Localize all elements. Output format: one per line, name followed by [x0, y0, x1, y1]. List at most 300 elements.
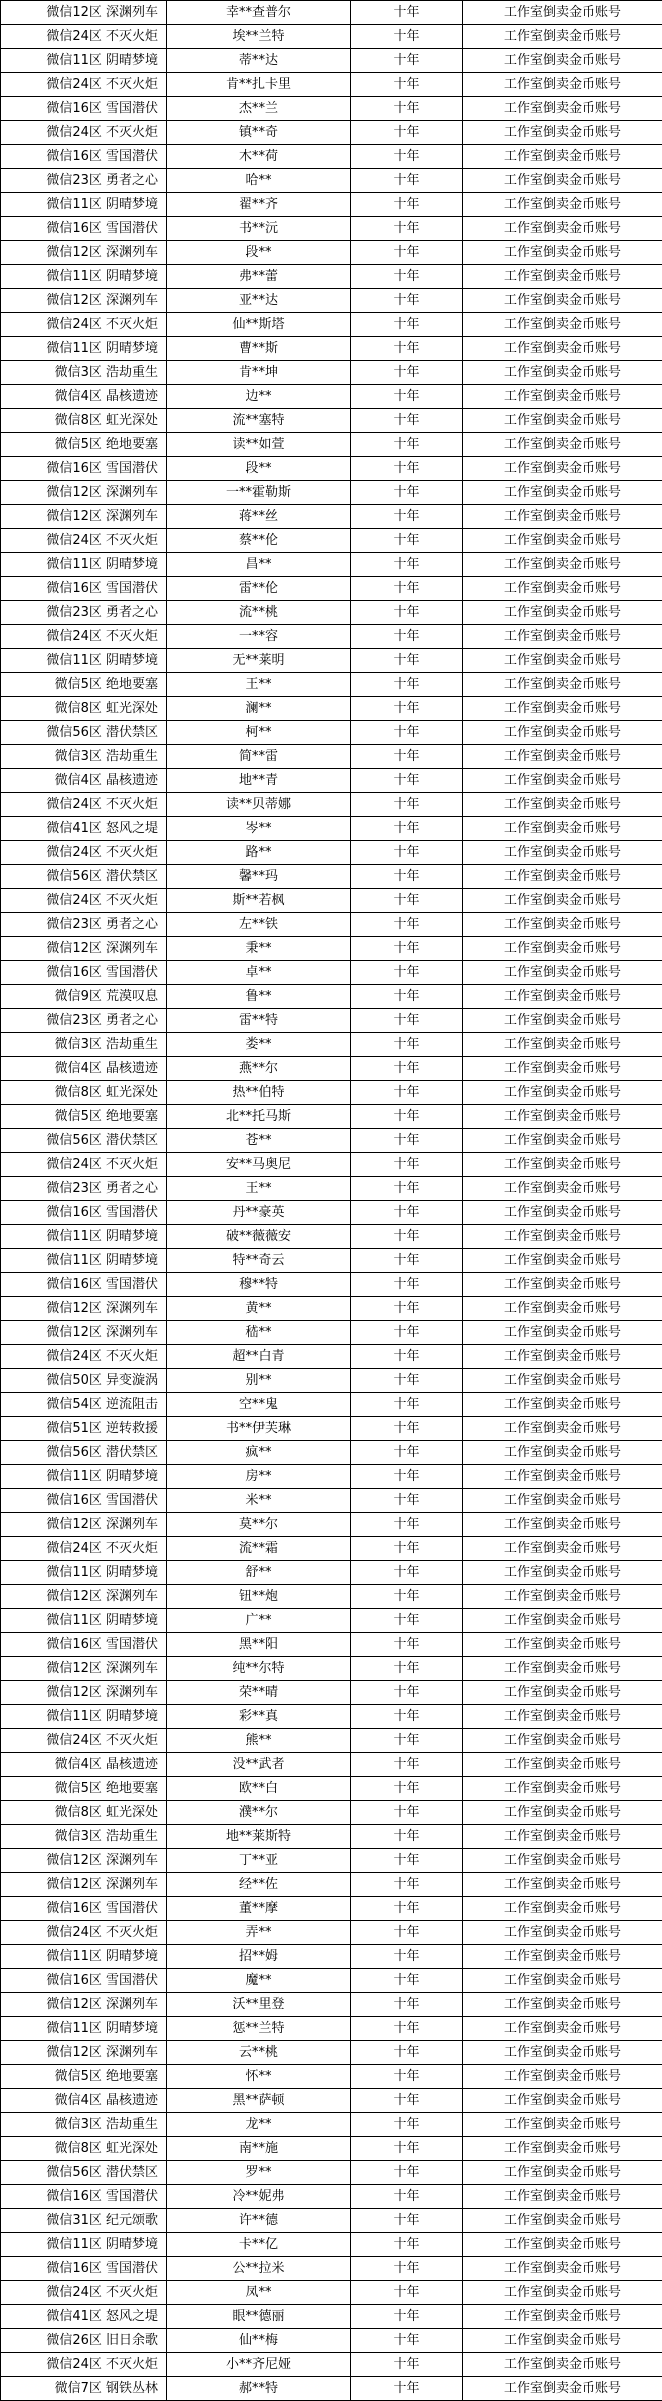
table-row [1, 2161, 662, 2185]
ban-duration-cell: 十年 [351, 1273, 463, 1297]
ban-duration-cell: 十年 [351, 793, 463, 817]
ban-duration-cell: 十年 [351, 937, 463, 961]
server-region-cell: 微信24区 不灭火炬 [1, 529, 167, 553]
table-row [1, 1513, 662, 1537]
ban-duration-cell: 十年 [351, 1081, 463, 1105]
player-name-cell: 广** [167, 1609, 351, 1633]
player-name-cell: 流**塞特 [167, 409, 351, 433]
table-row [1, 2305, 662, 2329]
player-name-cell: 曹**斯 [167, 337, 351, 361]
player-name-cell: 柯** [167, 721, 351, 745]
server-region-cell: 微信5区 绝地要塞 [1, 1777, 167, 1801]
ban-reason-cell: 工作室倒卖金币账号 [463, 2329, 662, 2353]
player-name-cell: 馨**玛 [167, 865, 351, 889]
ban-reason-cell: 工作室倒卖金币账号 [463, 769, 662, 793]
player-name-cell: 路** [167, 841, 351, 865]
ban-reason-cell: 工作室倒卖金币账号 [463, 1945, 662, 1969]
ban-reason-cell: 工作室倒卖金币账号 [463, 1897, 662, 1921]
server-region-cell: 微信16区 雪国潜伏 [1, 1897, 167, 1921]
ban-duration-cell: 十年 [351, 745, 463, 769]
table-row [1, 97, 662, 121]
table-row [1, 1921, 662, 1945]
ban-duration-cell: 十年 [351, 1921, 463, 1945]
ban-duration-cell: 十年 [351, 25, 463, 49]
table-row [1, 1705, 662, 1729]
ban-duration-cell: 十年 [351, 1705, 463, 1729]
ban-reason-cell: 工作室倒卖金币账号 [463, 2377, 662, 2401]
table-row [1, 1129, 662, 1153]
ban-duration-cell: 十年 [351, 1369, 463, 1393]
ban-duration-cell: 十年 [351, 409, 463, 433]
server-region-cell: 微信3区 浩劫重生 [1, 745, 167, 769]
player-name-cell: 一**容 [167, 625, 351, 649]
server-region-cell: 微信5区 绝地要塞 [1, 433, 167, 457]
ban-reason-cell: 工作室倒卖金币账号 [463, 1105, 662, 1129]
ban-duration-cell: 十年 [351, 145, 463, 169]
server-region-cell: 微信11区 阴晴梦境 [1, 1249, 167, 1273]
server-region-cell: 微信24区 不灭火炬 [1, 889, 167, 913]
player-name-cell: 一**霍勒斯 [167, 481, 351, 505]
ban-duration-cell: 十年 [351, 97, 463, 121]
ban-reason-cell: 工作室倒卖金币账号 [463, 1009, 662, 1033]
ban-duration-cell: 十年 [351, 1201, 463, 1225]
ban-duration-cell: 十年 [351, 361, 463, 385]
ban-duration-cell: 十年 [351, 841, 463, 865]
table-row [1, 649, 662, 673]
ban-duration-cell: 十年 [351, 49, 463, 73]
table-row [1, 2017, 662, 2041]
player-name-cell: 段** [167, 457, 351, 481]
ban-duration-cell: 十年 [351, 1825, 463, 1849]
ban-reason-cell: 工作室倒卖金币账号 [463, 1249, 662, 1273]
ban-reason-cell: 工作室倒卖金币账号 [463, 505, 662, 529]
player-name-cell: 穆**特 [167, 1273, 351, 1297]
ban-reason-cell: 工作室倒卖金币账号 [463, 2089, 662, 2113]
player-name-cell: 哈** [167, 169, 351, 193]
ban-duration-cell: 十年 [351, 1585, 463, 1609]
player-name-cell: 书**伊芙琳 [167, 1417, 351, 1441]
server-region-cell: 微信24区 不灭火炬 [1, 1537, 167, 1561]
server-region-cell: 微信23区 勇者之心 [1, 1177, 167, 1201]
table-row [1, 2377, 662, 2401]
table-row [1, 1993, 662, 2017]
player-name-cell: 雷**伦 [167, 577, 351, 601]
ban-reason-cell: 工作室倒卖金币账号 [463, 1921, 662, 1945]
ban-reason-cell: 工作室倒卖金币账号 [463, 73, 662, 97]
player-name-cell: 书**沅 [167, 217, 351, 241]
player-name-cell: 魔** [167, 1969, 351, 1993]
ban-reason-cell: 工作室倒卖金币账号 [463, 697, 662, 721]
ban-reason-cell: 工作室倒卖金币账号 [463, 841, 662, 865]
player-name-cell: 边** [167, 385, 351, 409]
player-name-cell: 流**桃 [167, 601, 351, 625]
player-name-cell: 段** [167, 241, 351, 265]
ban-reason-cell: 工作室倒卖金币账号 [463, 145, 662, 169]
table-row [1, 1897, 662, 1921]
ban-reason-cell: 工作室倒卖金币账号 [463, 97, 662, 121]
server-region-cell: 微信11区 阴晴梦境 [1, 49, 167, 73]
table-row [1, 217, 662, 241]
ban-duration-cell: 十年 [351, 2353, 463, 2377]
player-name-cell: 肯**扎卡里 [167, 73, 351, 97]
player-name-cell: 仙**梅 [167, 2329, 351, 2353]
server-region-cell: 微信3区 浩劫重生 [1, 1033, 167, 1057]
server-region-cell: 微信11区 阴晴梦境 [1, 2017, 167, 2041]
server-region-cell: 微信12区 深渊列车 [1, 1297, 167, 1321]
player-name-cell: 鲁** [167, 985, 351, 1009]
ban-reason-cell: 工作室倒卖金币账号 [463, 1225, 662, 1249]
player-name-cell: 别** [167, 1369, 351, 1393]
server-region-cell: 微信11区 阴晴梦境 [1, 1225, 167, 1249]
server-region-cell: 微信3区 浩劫重生 [1, 361, 167, 385]
table-row [1, 601, 662, 625]
server-region-cell: 微信8区 虹光深处 [1, 1801, 167, 1825]
ban-reason-cell: 工作室倒卖金币账号 [463, 2233, 662, 2257]
server-region-cell: 微信24区 不灭火炬 [1, 2281, 167, 2305]
ban-reason-cell: 工作室倒卖金币账号 [463, 553, 662, 577]
player-name-cell: 经**佐 [167, 1873, 351, 1897]
table-row [1, 625, 662, 649]
server-region-cell: 微信11区 阴晴梦境 [1, 1609, 167, 1633]
ban-duration-cell: 十年 [351, 553, 463, 577]
table-row [1, 1729, 662, 1753]
ban-duration-cell: 十年 [351, 721, 463, 745]
table-row [1, 433, 662, 457]
table-row [1, 961, 662, 985]
ban-duration-cell: 十年 [351, 865, 463, 889]
table-row [1, 1081, 662, 1105]
player-name-cell: 无**莱明 [167, 649, 351, 673]
table-row [1, 1321, 662, 1345]
ban-duration-cell: 十年 [351, 241, 463, 265]
table-row [1, 2113, 662, 2137]
table-row [1, 1873, 662, 1897]
player-name-cell: 嵇** [167, 1321, 351, 1345]
ban-reason-cell: 工作室倒卖金币账号 [463, 1849, 662, 1873]
server-region-cell: 微信8区 虹光深处 [1, 1081, 167, 1105]
ban-reason-cell: 工作室倒卖金币账号 [463, 2137, 662, 2161]
server-region-cell: 微信24区 不灭火炬 [1, 121, 167, 145]
table-row [1, 289, 662, 313]
ban-reason-cell: 工作室倒卖金币账号 [463, 1753, 662, 1777]
table-row [1, 697, 662, 721]
player-name-cell: 翟**齐 [167, 193, 351, 217]
server-region-cell: 微信56区 潜伏禁区 [1, 1129, 167, 1153]
table-row [1, 1537, 662, 1561]
table-row [1, 937, 662, 961]
player-name-cell: 王** [167, 1177, 351, 1201]
ban-reason-cell: 工作室倒卖金币账号 [463, 889, 662, 913]
ban-list-body [1, 1, 662, 2401]
server-region-cell: 微信8区 虹光深处 [1, 2137, 167, 2161]
server-region-cell: 微信24区 不灭火炬 [1, 2353, 167, 2377]
table-row [1, 529, 662, 553]
player-name-cell: 镇**奇 [167, 121, 351, 145]
ban-reason-cell: 工作室倒卖金币账号 [463, 1873, 662, 1897]
player-name-cell: 仙**斯塔 [167, 313, 351, 337]
table-row [1, 553, 662, 577]
ban-duration-cell: 十年 [351, 1945, 463, 1969]
ban-reason-cell: 工作室倒卖金币账号 [463, 1345, 662, 1369]
player-name-cell: 纯**尔特 [167, 1657, 351, 1681]
ban-reason-cell: 工作室倒卖金币账号 [463, 913, 662, 937]
ban-reason-cell: 工作室倒卖金币账号 [463, 1057, 662, 1081]
table-row [1, 25, 662, 49]
ban-duration-cell: 十年 [351, 1441, 463, 1465]
ban-duration-cell: 十年 [351, 289, 463, 313]
table-row [1, 1417, 662, 1441]
player-name-cell: 北**托马斯 [167, 1105, 351, 1129]
ban-reason-cell: 工作室倒卖金币账号 [463, 49, 662, 73]
table-row [1, 1561, 662, 1585]
ban-duration-cell: 十年 [351, 673, 463, 697]
ban-reason-cell: 工作室倒卖金币账号 [463, 985, 662, 1009]
player-name-cell: 惩**兰特 [167, 2017, 351, 2041]
player-name-cell: 肯**坤 [167, 361, 351, 385]
server-region-cell: 微信16区 雪国潜伏 [1, 1489, 167, 1513]
ban-duration-cell: 十年 [351, 1609, 463, 1633]
player-name-cell: 莫**尔 [167, 1513, 351, 1537]
ban-reason-cell: 工作室倒卖金币账号 [463, 265, 662, 289]
player-name-cell: 凤** [167, 2281, 351, 2305]
ban-reason-cell: 工作室倒卖金币账号 [463, 1561, 662, 1585]
ban-duration-cell: 十年 [351, 1153, 463, 1177]
player-name-cell: 卓** [167, 961, 351, 985]
ban-duration-cell: 十年 [351, 601, 463, 625]
table-row [1, 577, 662, 601]
table-row [1, 1441, 662, 1465]
ban-reason-cell: 工作室倒卖金币账号 [463, 1393, 662, 1417]
player-name-cell: 房** [167, 1465, 351, 1489]
table-row [1, 985, 662, 1009]
table-row [1, 2089, 662, 2113]
server-region-cell: 微信41区 怒风之堤 [1, 817, 167, 841]
server-region-cell: 微信16区 雪国潜伏 [1, 2257, 167, 2281]
ban-duration-cell: 十年 [351, 1057, 463, 1081]
ban-reason-cell: 工作室倒卖金币账号 [463, 625, 662, 649]
server-region-cell: 微信12区 深渊列车 [1, 505, 167, 529]
ban-duration-cell: 十年 [351, 1, 463, 25]
ban-duration-cell: 十年 [351, 1561, 463, 1585]
table-row [1, 409, 662, 433]
server-region-cell: 微信24区 不灭火炬 [1, 625, 167, 649]
table-row [1, 2281, 662, 2305]
table-row [1, 193, 662, 217]
ban-duration-cell: 十年 [351, 457, 463, 481]
table-row [1, 337, 662, 361]
ban-duration-cell: 十年 [351, 1537, 463, 1561]
ban-reason-cell: 工作室倒卖金币账号 [463, 361, 662, 385]
ban-duration-cell: 十年 [351, 1033, 463, 1057]
table-row [1, 385, 662, 409]
table-row [1, 793, 662, 817]
table-row [1, 1609, 662, 1633]
ban-reason-cell: 工作室倒卖金币账号 [463, 1033, 662, 1057]
ban-reason-cell: 工作室倒卖金币账号 [463, 2113, 662, 2137]
ban-reason-cell: 工作室倒卖金币账号 [463, 529, 662, 553]
player-name-cell: 木**荷 [167, 145, 351, 169]
table-row [1, 1345, 662, 1369]
table-row [1, 721, 662, 745]
server-region-cell: 微信12区 深渊列车 [1, 241, 167, 265]
table-row [1, 2137, 662, 2161]
table-row [1, 1681, 662, 1705]
server-region-cell: 微信12区 深渊列车 [1, 481, 167, 505]
ban-duration-cell: 十年 [351, 121, 463, 145]
ban-reason-cell: 工作室倒卖金币账号 [463, 649, 662, 673]
ban-reason-cell: 工作室倒卖金币账号 [463, 2185, 662, 2209]
ban-duration-cell: 十年 [351, 1873, 463, 1897]
ban-reason-cell: 工作室倒卖金币账号 [463, 721, 662, 745]
player-name-cell: 荣**晴 [167, 1681, 351, 1705]
server-region-cell: 微信50区 异变漩涡 [1, 1369, 167, 1393]
ban-duration-cell: 十年 [351, 1225, 463, 1249]
table-row [1, 2257, 662, 2281]
ban-duration-cell: 十年 [351, 481, 463, 505]
server-region-cell: 微信24区 不灭火炬 [1, 1729, 167, 1753]
table-row [1, 121, 662, 145]
table-row [1, 1297, 662, 1321]
player-name-cell: 冷**妮弗 [167, 2185, 351, 2209]
table-row [1, 673, 662, 697]
ban-duration-cell: 十年 [351, 1969, 463, 1993]
player-name-cell: 龙** [167, 2113, 351, 2137]
server-region-cell: 微信41区 怒风之堤 [1, 2305, 167, 2329]
server-region-cell: 微信24区 不灭火炬 [1, 793, 167, 817]
server-region-cell: 微信26区 旧日余歌 [1, 2329, 167, 2353]
ban-reason-cell: 工作室倒卖金币账号 [463, 457, 662, 481]
table-row [1, 1777, 662, 1801]
table-row [1, 1009, 662, 1033]
player-name-cell: 眼**德丽 [167, 2305, 351, 2329]
server-region-cell: 微信16区 雪国潜伏 [1, 1201, 167, 1225]
table-row [1, 769, 662, 793]
server-region-cell: 微信24区 不灭火炬 [1, 1345, 167, 1369]
server-region-cell: 微信7区 钢铁丛林 [1, 2377, 167, 2401]
table-row [1, 1969, 662, 1993]
server-region-cell: 微信8区 虹光深处 [1, 409, 167, 433]
ban-reason-cell: 工作室倒卖金币账号 [463, 313, 662, 337]
server-region-cell: 微信24区 不灭火炬 [1, 1921, 167, 1945]
ban-reason-cell: 工作室倒卖金币账号 [463, 1969, 662, 1993]
table-row [1, 265, 662, 289]
table-row [1, 457, 662, 481]
player-name-cell: 弗**蕾 [167, 265, 351, 289]
player-name-cell: 蔡**伦 [167, 529, 351, 553]
ban-reason-cell: 工作室倒卖金币账号 [463, 1777, 662, 1801]
player-name-cell: 沃**里登 [167, 1993, 351, 2017]
ban-duration-cell: 十年 [351, 817, 463, 841]
ban-reason-cell: 工作室倒卖金币账号 [463, 793, 662, 817]
server-region-cell: 微信16区 雪国潜伏 [1, 97, 167, 121]
server-region-cell: 微信16区 雪国潜伏 [1, 457, 167, 481]
table-row [1, 1249, 662, 1273]
ban-duration-cell: 十年 [351, 2305, 463, 2329]
ban-reason-cell: 工作室倒卖金币账号 [463, 337, 662, 361]
player-name-cell: 杰**兰 [167, 97, 351, 121]
ban-reason-cell: 工作室倒卖金币账号 [463, 1801, 662, 1825]
player-name-cell: 雷**特 [167, 1009, 351, 1033]
player-name-cell: 怀** [167, 2065, 351, 2089]
ban-reason-cell: 工作室倒卖金币账号 [463, 2281, 662, 2305]
player-name-cell: 卡**亿 [167, 2233, 351, 2257]
server-region-cell: 微信12区 深渊列车 [1, 1657, 167, 1681]
ban-duration-cell: 十年 [351, 265, 463, 289]
ban-duration-cell: 十年 [351, 2017, 463, 2041]
server-region-cell: 微信12区 深渊列车 [1, 1681, 167, 1705]
ban-reason-cell: 工作室倒卖金币账号 [463, 289, 662, 313]
player-name-cell: 破**薇薇安 [167, 1225, 351, 1249]
ban-reason-cell: 工作室倒卖金币账号 [463, 817, 662, 841]
player-name-cell: 丁**亚 [167, 1849, 351, 1873]
server-region-cell: 微信23区 勇者之心 [1, 913, 167, 937]
ban-duration-cell: 十年 [351, 769, 463, 793]
table-row [1, 2233, 662, 2257]
ban-reason-cell: 工作室倒卖金币账号 [463, 745, 662, 769]
server-region-cell: 微信16区 雪国潜伏 [1, 1969, 167, 1993]
player-name-cell: 苍** [167, 1129, 351, 1153]
ban-duration-cell: 十年 [351, 1105, 463, 1129]
ban-reason-cell: 工作室倒卖金币账号 [463, 169, 662, 193]
table-row [1, 1801, 662, 1825]
server-region-cell: 微信12区 深渊列车 [1, 1585, 167, 1609]
server-region-cell: 微信5区 绝地要塞 [1, 1105, 167, 1129]
server-region-cell: 微信23区 勇者之心 [1, 169, 167, 193]
ban-duration-cell: 十年 [351, 1297, 463, 1321]
player-name-cell: 弄** [167, 1921, 351, 1945]
ban-reason-cell: 工作室倒卖金币账号 [463, 1609, 662, 1633]
player-name-cell: 丹**豪英 [167, 1201, 351, 1225]
ban-duration-cell: 十年 [351, 1753, 463, 1777]
table-row [1, 1657, 662, 1681]
server-region-cell: 微信11区 阴晴梦境 [1, 649, 167, 673]
player-name-cell: 读**贝蒂娜 [167, 793, 351, 817]
player-name-cell: 公**拉米 [167, 2257, 351, 2281]
server-region-cell: 微信23区 勇者之心 [1, 1009, 167, 1033]
server-region-cell: 微信24区 不灭火炬 [1, 25, 167, 49]
ban-duration-cell: 十年 [351, 649, 463, 673]
table-row [1, 2185, 662, 2209]
server-region-cell: 微信12区 深渊列车 [1, 289, 167, 313]
table-row [1, 1849, 662, 1873]
player-name-cell: 熊** [167, 1729, 351, 1753]
ban-reason-cell: 工作室倒卖金币账号 [463, 1321, 662, 1345]
server-region-cell: 微信24区 不灭火炬 [1, 1153, 167, 1177]
ban-reason-cell: 工作室倒卖金币账号 [463, 1417, 662, 1441]
ban-duration-cell: 十年 [351, 697, 463, 721]
ban-reason-cell: 工作室倒卖金币账号 [463, 1489, 662, 1513]
player-name-cell: 许**德 [167, 2209, 351, 2233]
ban-duration-cell: 十年 [351, 2233, 463, 2257]
ban-reason-cell: 工作室倒卖金币账号 [463, 1585, 662, 1609]
ban-duration-cell: 十年 [351, 1777, 463, 1801]
ban-duration-cell: 十年 [351, 2209, 463, 2233]
ban-reason-cell: 工作室倒卖金币账号 [463, 1465, 662, 1489]
player-name-cell: 黄** [167, 1297, 351, 1321]
table-row [1, 505, 662, 529]
ban-reason-cell: 工作室倒卖金币账号 [463, 1633, 662, 1657]
player-name-cell: 埃**兰特 [167, 25, 351, 49]
player-name-cell: 郝**特 [167, 2377, 351, 2401]
table-row [1, 1489, 662, 1513]
ban-reason-cell: 工作室倒卖金币账号 [463, 433, 662, 457]
player-name-cell: 流**霜 [167, 1537, 351, 1561]
ban-duration-cell: 十年 [351, 1897, 463, 1921]
table-row [1, 1033, 662, 1057]
server-region-cell: 微信3区 浩劫重生 [1, 1825, 167, 1849]
server-region-cell: 微信16区 雪国潜伏 [1, 1273, 167, 1297]
server-region-cell: 微信16区 雪国潜伏 [1, 577, 167, 601]
